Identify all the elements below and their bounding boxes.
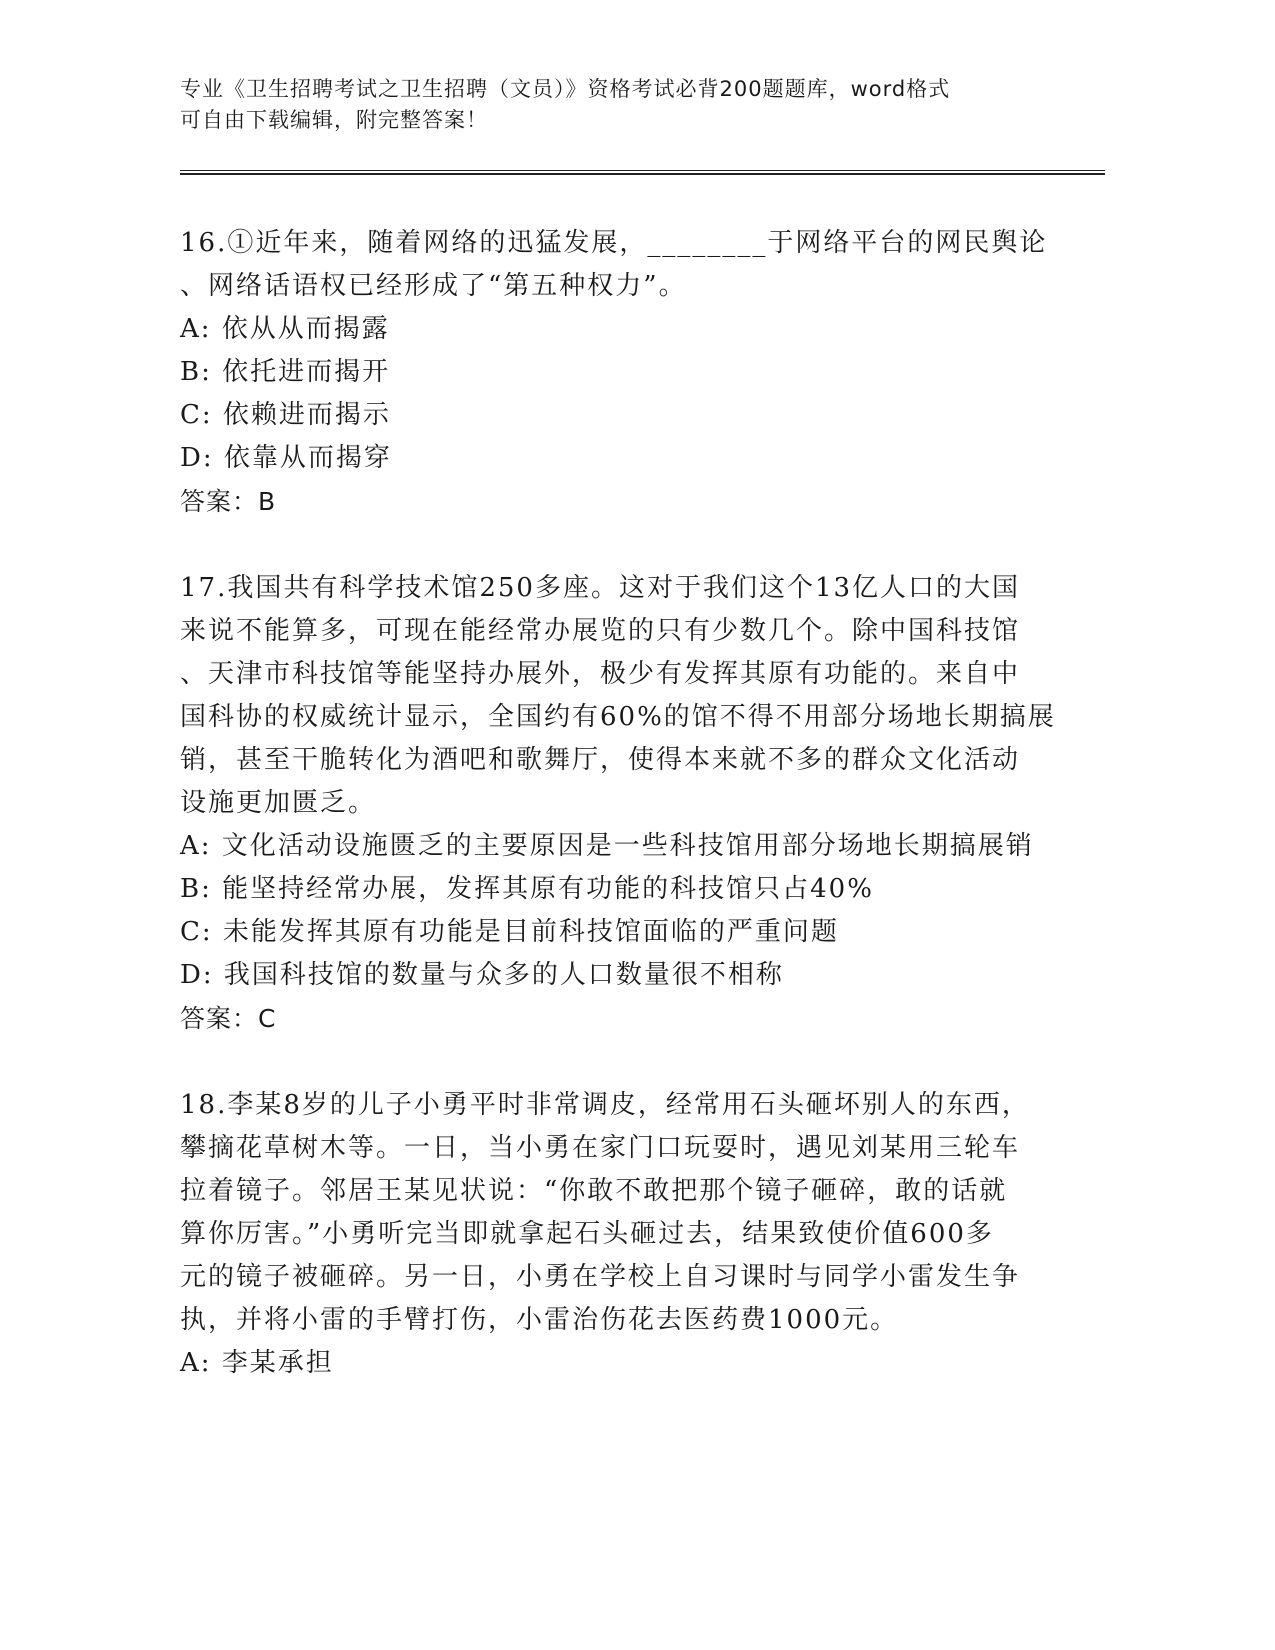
document-header [180, 74, 1100, 136]
option-a: A: 文化活动设施匮乏的主要原因是一些科技馆用部分场地长期搞展销 [180, 831, 1034, 861]
option-b: B: 依托进而揭开 [180, 357, 391, 387]
option-d: D: 依靠从而揭穿 [180, 443, 392, 473]
question-text-line: 设施更加匮乏。 [180, 788, 377, 818]
question-list [180, 222, 1110, 1429]
question-text-line: 、天津市科技馆等能坚持办展外，极少有发挥其原有功能的。来自中 [180, 659, 1021, 689]
question-text-line: 元的镜子被砸碎。另一日，小勇在学校上自习课时与同学小雷发生争 [180, 1262, 1021, 1292]
question-text-line: 国科协的权威统计显示，全国约有60%的馆不得不用部分场地长期搞展 [180, 702, 1056, 732]
option-c: C: 未能发挥其原有功能是目前科技馆面临的严重问题 [180, 917, 839, 947]
question-18 [180, 1084, 1110, 1385]
option-d: D: 我国科技馆的数量与众多的人口数量很不相称 [180, 960, 784, 990]
question-text-line: 算你厉害。”小勇听完当即就拿起石头砸过去，结果致使价值600多 [180, 1219, 994, 1249]
header-divider [180, 170, 1105, 175]
header-line-1: 专业《卫生招聘考试之卫生招聘（文员）》资格考试必背200题题库，word格式 [180, 77, 951, 101]
answer: 答案：B [180, 487, 277, 516]
option-c: C: 依赖进而揭示 [180, 400, 391, 430]
option-b: B: 能坚持经常办展，发挥其原有功能的科技馆只占40% [180, 874, 874, 904]
option-a: A: 李某承担 [180, 1348, 334, 1378]
question-text-line: 攀摘花草树木等。一日，当小勇在家门口玩耍时，遇见刘某用三轮车 [180, 1133, 1021, 1163]
answer: 答案：C [180, 1004, 277, 1033]
header-line-2: 可自由下载编辑，附完整答案！ [180, 108, 488, 132]
question-text-line: 16.①近年来，随着网络的迅猛发展，________于网络平台的网民舆论 [180, 228, 1048, 258]
question-text-line: 执，并将小雷的手臂打伤，小雷治伤花去医药费1000元。 [180, 1305, 899, 1335]
question-16 [180, 222, 1110, 523]
question-17 [180, 567, 1110, 1040]
question-text-line: 17.我国共有科学技术馆250多座。这对于我们这个13亿人口的大国 [180, 573, 1021, 603]
question-text-line: 拉着镜子。邻居王某见状说：“你敢不敢把那个镜子砸碎，敢的话就 [180, 1176, 1008, 1206]
question-text-line: 来说不能算多，可现在能经常办展览的只有少数几个。除中国科技馆 [180, 616, 1021, 646]
option-a: A: 依从从而揭露 [180, 314, 390, 344]
question-text-line: 18.李某8岁的儿子小勇平时非常调皮，经常用石头砸坏别人的东西， [180, 1090, 1030, 1120]
question-text-line: 、网络话语权已经形成了“第五种权力”。 [180, 271, 687, 301]
question-text-line: 销，甚至干脆转化为酒吧和歌舞厅，使得本来就不多的群众文化活动 [180, 745, 1021, 775]
